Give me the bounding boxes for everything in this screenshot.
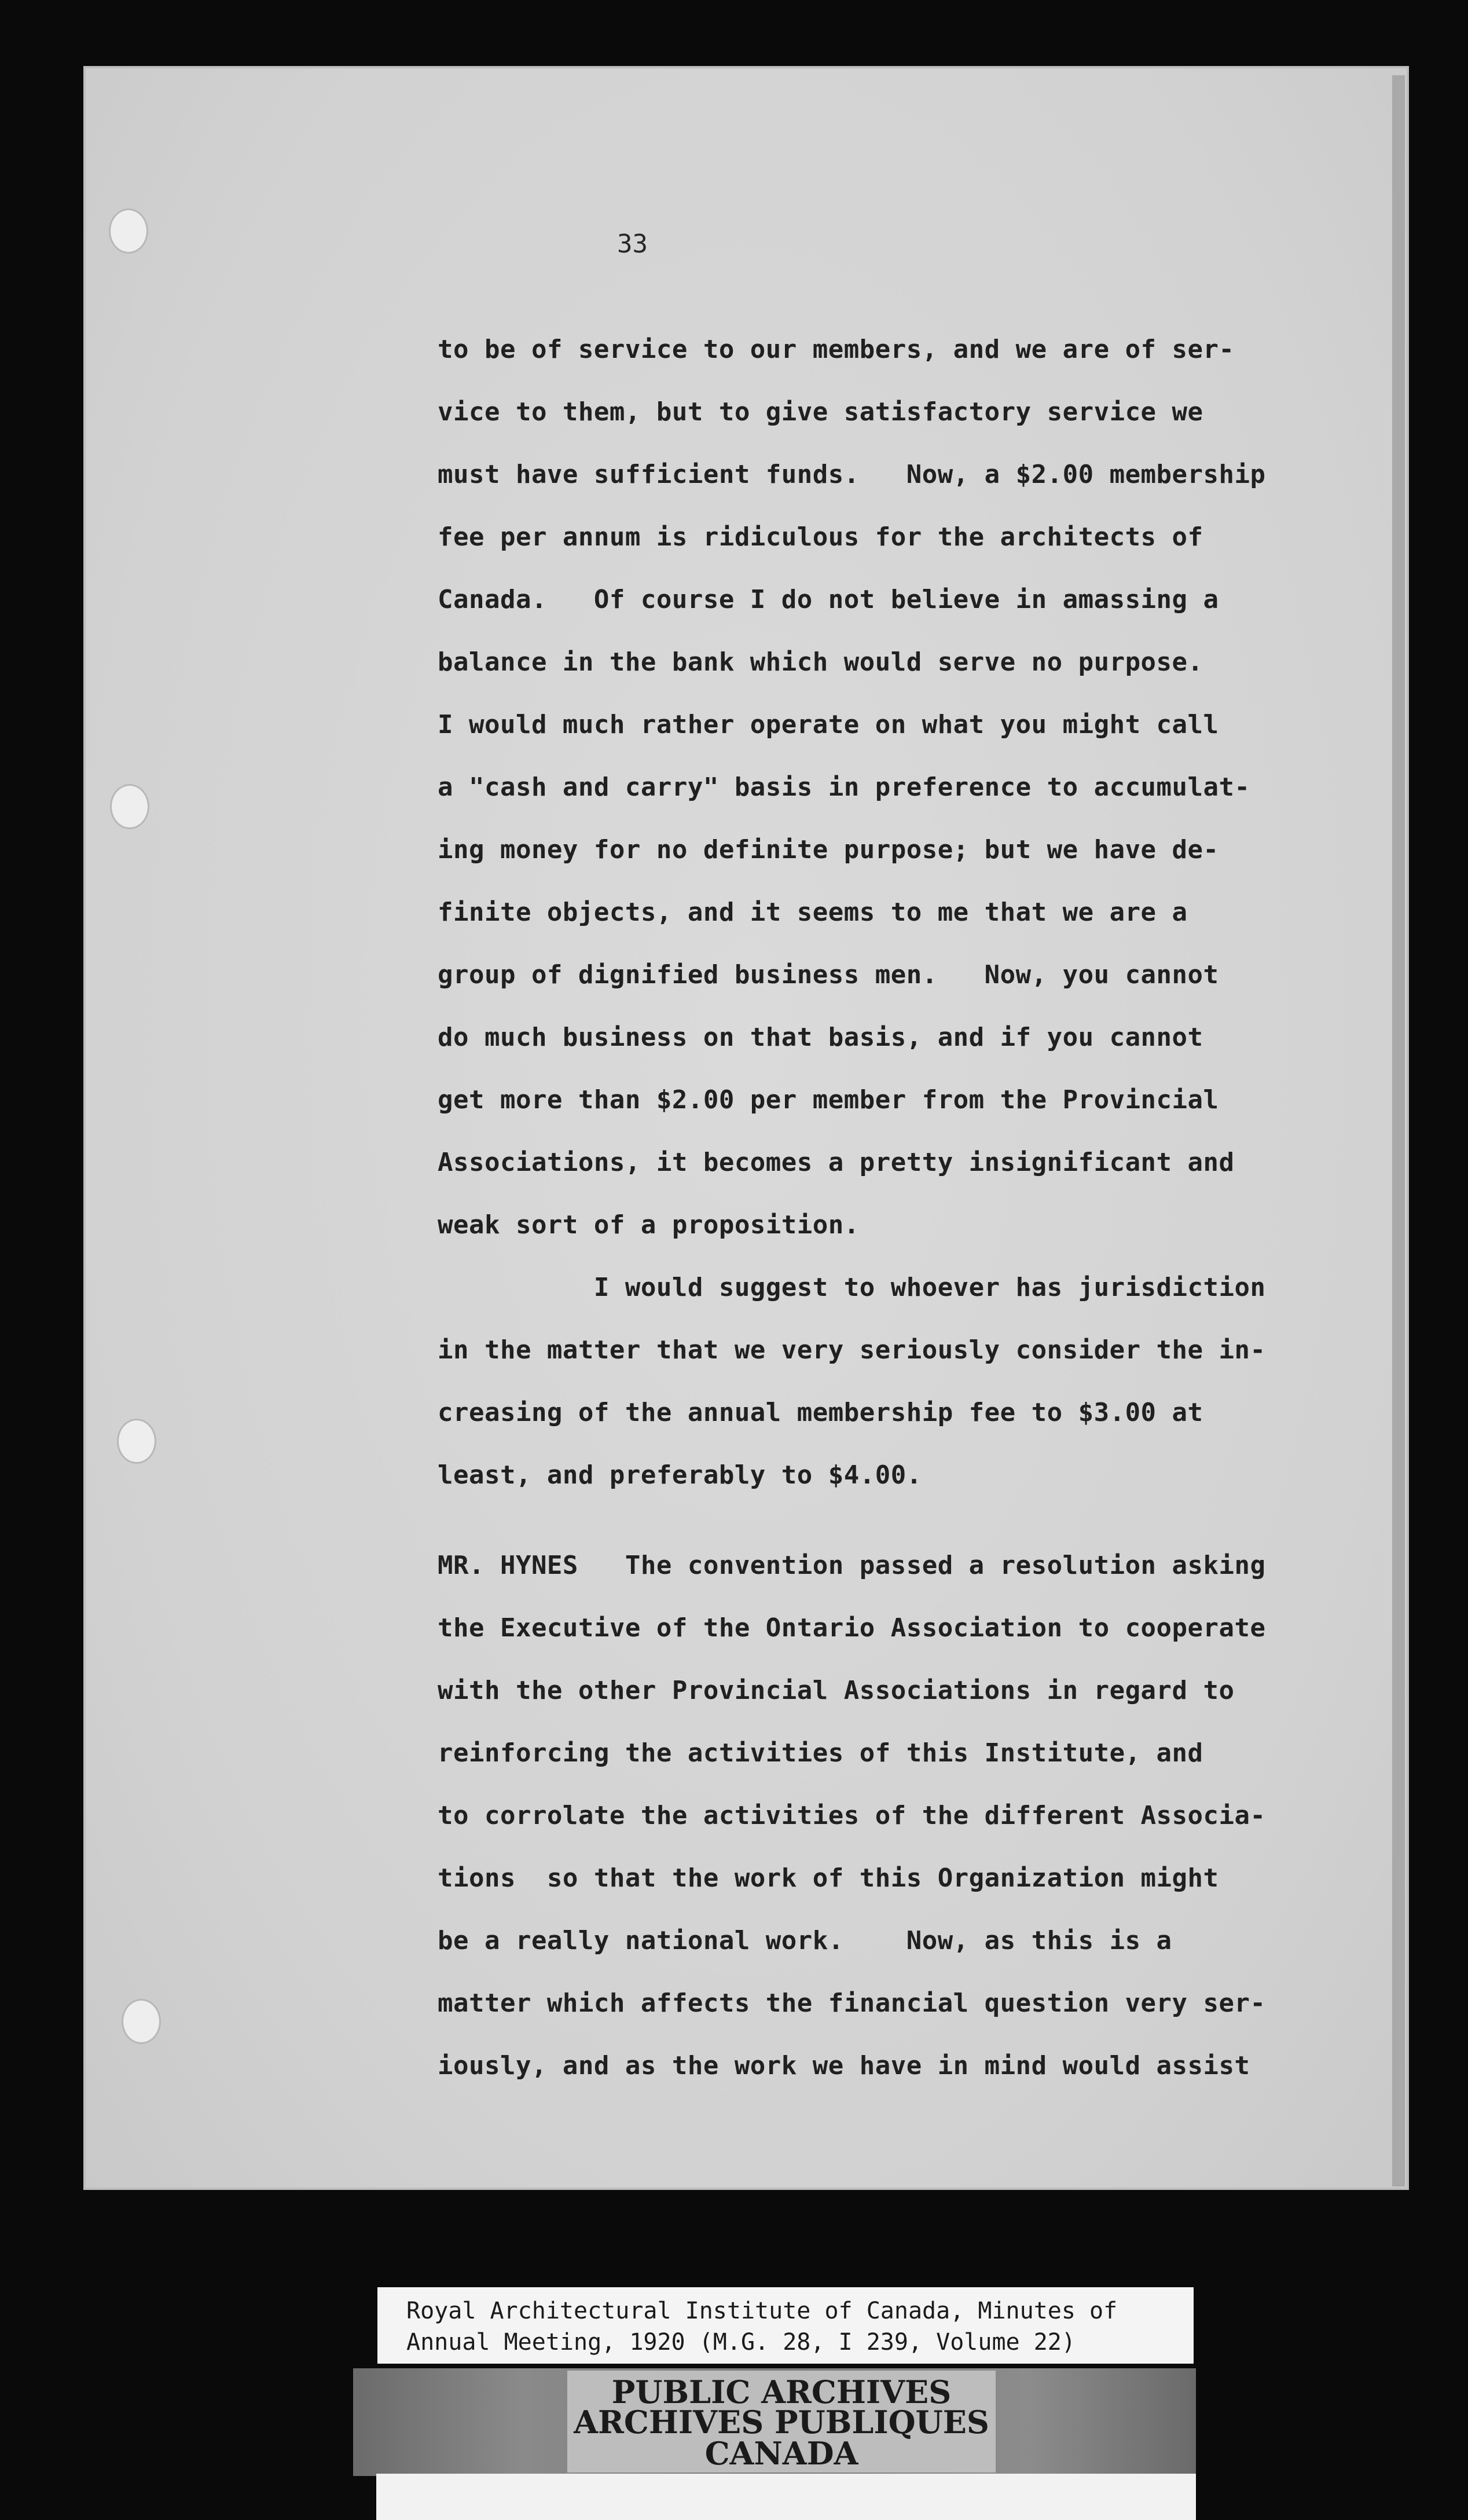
text-line: the Executive of the Ontario Association to cooperate (438, 1613, 1266, 1643)
text-line: Associations, it becomes a pretty insignificant and (438, 1148, 1235, 1177)
text-line: tions so that the work of this Organization might (438, 1863, 1219, 1893)
caption-line: Annual Meeting, 1920 (M.G. 28, I 239, Volume 22) (406, 2329, 1076, 2356)
text-line: be a really national work. Now, as this is a (438, 1926, 1172, 1955)
text-line: fee per annum is ridiculous for the architects of (438, 522, 1203, 552)
caption-line: Royal Architectural Institute of Canada, Minutes of (406, 2298, 1118, 2324)
text-line: least, and preferably to $4.00. (438, 1460, 922, 1490)
text-line: I would much rather operate on what you might call (438, 710, 1219, 739)
text-line: group of dignified business men. Now, you cannot (438, 960, 1219, 990)
text-line: with the other Provincial Associations in regard to (438, 1676, 1235, 1705)
text-line: in the matter that we very seriously consider the in- (438, 1335, 1266, 1365)
punch-hole (110, 784, 149, 829)
text-line: creasing of the annual membership fee to $3.00 at (438, 1398, 1203, 1427)
text-line: get more than $2.00 per member from the Provincial (438, 1085, 1219, 1115)
text-line: vice to them, but to give satisfactory service we (438, 397, 1203, 427)
bottom-strip (376, 2474, 1196, 2520)
text-line: ing money for no definite purpose; but we have de- (438, 835, 1219, 865)
text-line: to be of service to our members, and we are of ser- (438, 335, 1235, 364)
text-line: reinforcing the activities of this Institute, and (438, 1738, 1203, 1768)
page-edge (1392, 75, 1405, 2186)
text-line: matter which affects the financial question very ser- (438, 1988, 1266, 2018)
text-line: iously, and as the work we have in mind would assist (438, 2051, 1250, 2081)
text-line: Canada. Of course I do not believe in amassing a (438, 585, 1219, 614)
text-line: I would suggest to whoever has jurisdiction (438, 1273, 1266, 1302)
punch-hole (117, 1419, 156, 1464)
page-number: 33 (617, 229, 648, 259)
text-line: must have sufficient funds. Now, a $2.00 membership (438, 460, 1266, 489)
stamp-line: PUBLIC ARCHIVES (611, 2374, 952, 2411)
text-line: finite objects, and it seems to me that we are a (438, 898, 1188, 927)
text-line: to corrolate the activities of the different Associa- (438, 1801, 1266, 1830)
text-line: a "cash and carry" basis in preference to accumulat- (438, 772, 1250, 802)
text-line: do much business on that basis, and if you cannot (438, 1023, 1203, 1052)
speaker-line: MR. HYNES The convention passed a resolution asking (438, 1551, 1266, 1580)
text-line: balance in the bank which would serve no purpose. (438, 647, 1203, 677)
stamp-line: CANADA (704, 2435, 858, 2472)
text-line: weak sort of a proposition. (438, 1210, 860, 1240)
archive-caption (377, 2287, 1194, 2364)
stamp-line: ARCHIVES PUBLIQUES (574, 2404, 989, 2441)
punch-hole (109, 208, 148, 254)
punch-hole (122, 1999, 161, 2044)
